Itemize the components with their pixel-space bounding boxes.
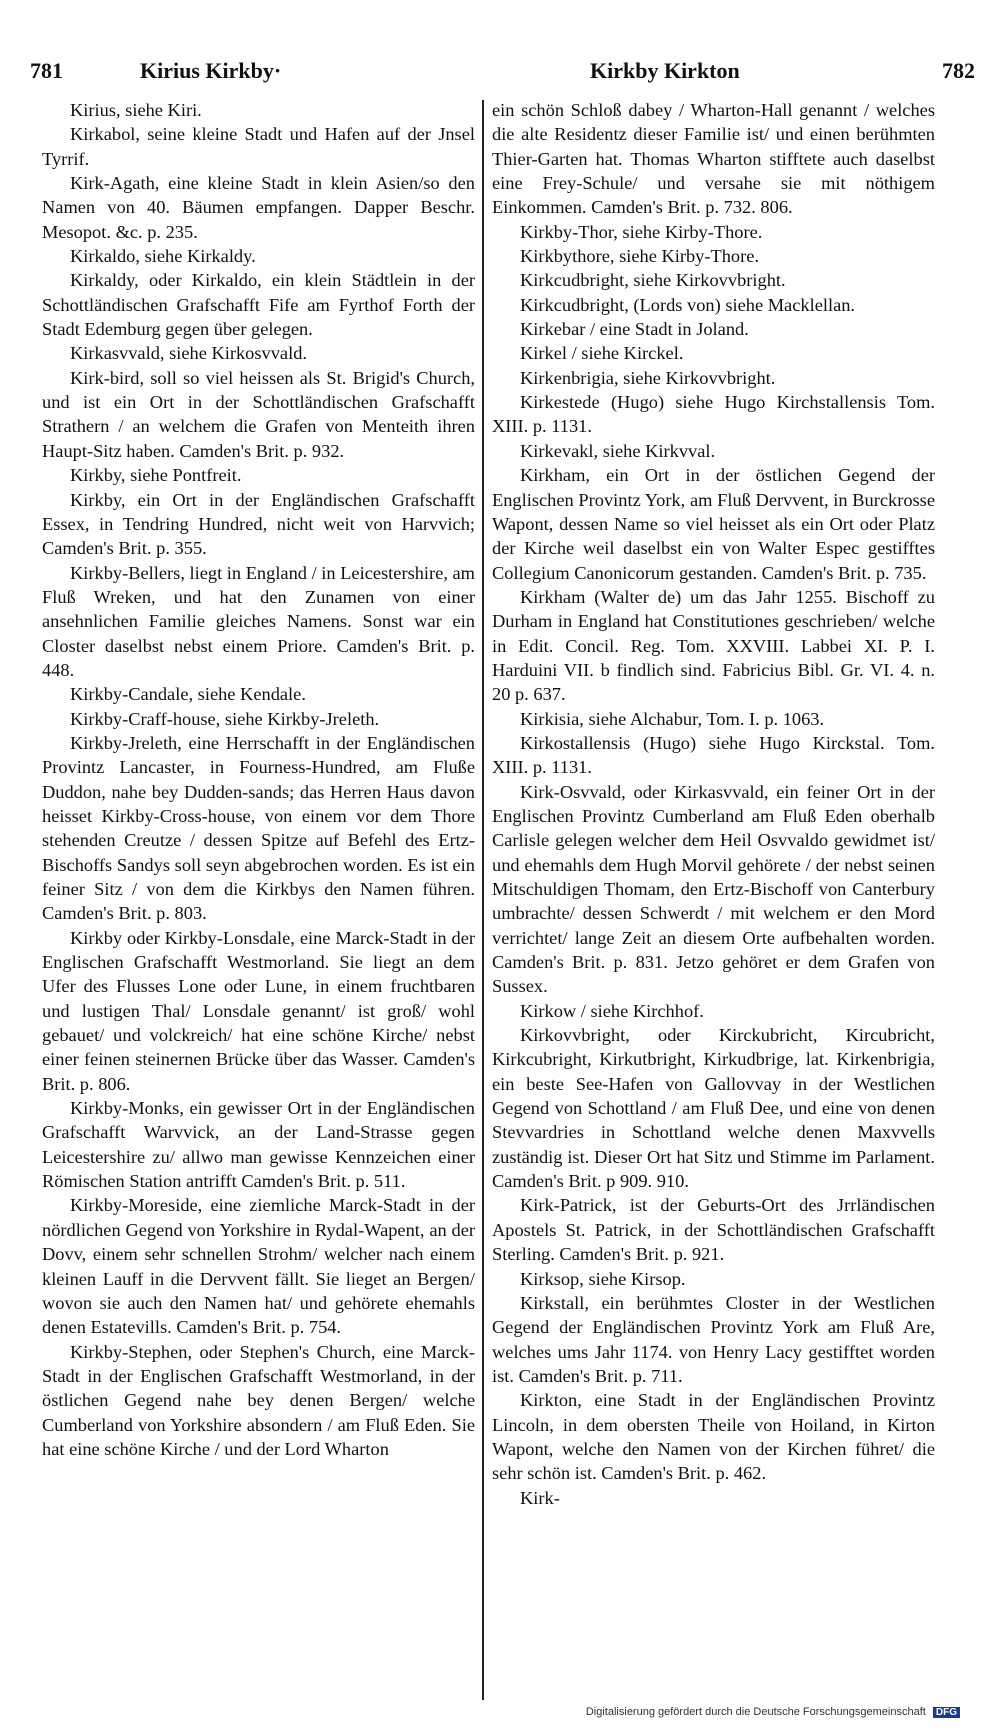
dictionary-entry: Kirk- <box>520 1487 560 1508</box>
dictionary-entry: Kirkby oder Kirkby-Lonsdale, eine Marck-Stadt in der Englischen Grafschafft Westmorland. Sie liegt an dem Ufer des Flusses Lone oder Lune, in einem fruchtbaren und lustigen Thal/ Lonsdale genannt/ ist groß/ wohl gebauet/ und volckreich/ hat eine schöne Kirche/ nebst einer feinen steinernen Brücke über das Wasser. Camden's Brit. p. 806. <box>42 927 475 1094</box>
dictionary-entry: Kirkby-Stephen, oder Stephen's Church, eine Marck-Stadt in der Englischen Grafschafft Westmorland, in der östlichen Gegend nahe bey denen Bergen/ welche Cumberland von Yorkshire absondern / am Fluß Eden. Sie hat eine schöne Kirche / und der Lord Wharton <box>42 1341 475 1459</box>
dictionary-entry: Kirk-Agath, eine kleine Stadt in klein Asien/so den Namen von 40. Bäumen empfangen. Dapper Beschr. Mesopot. &c. p. 235. <box>42 173 475 242</box>
column-divider <box>482 100 484 1700</box>
page-header <box>30 50 975 92</box>
dictionary-entry: Kirkby-Bellers, liegt in England / in Leicestershire, am Fluß Wreken, und hat den Zunamen von einer ansehnlichen Familie gleiches Namens. Sonst war ein Closter daselbst nebst einem Priore. Camden's Brit. p. 448. <box>42 562 475 680</box>
dictionary-entry: Kirkaldy, oder Kirkaldo, ein klein Städtlein in der Schottländischen Grafschafft Fife am Fyrthof Forth der Stadt Edemburg gegen über gelegen. <box>42 270 475 340</box>
dictionary-entry: Kirk-Osvvald, oder Kirkasvvald, ein feiner Ort in der Englischen Provintz Cumberland am Fluß Eden oberhalb Carlisle gelegen welcher dem Heil Osvvaldo gewidmet ist/ und ehemahls dem Hugh Morvil gehörete / der nebst seinen Mitschuldigen Thomam, den Ertz-Bischoff von Canterbury umbrachte/ dessen Schwerdt / mit welchem er den Mord verrichtet/ lange Zeit an diesem Orte aufbehalten worden. Camden's Brit. p. 831. Jetzo gehöret er dem Grafen von Sussex. <box>492 781 935 997</box>
dictionary-entry: Kirkel / siehe Kirckel. <box>520 343 684 364</box>
dictionary-entry: Kirkby-Jreleth, eine Herrschafft in der Engländischen Provintz Lancaster, in Fourness-Hundred, am Fluße Duddon, nahe bey Dudden-sands; das Herren Haus davon heisset Kirkby-Cross-house, von einem vor dem Thore stehenden Creutze / dessen Spitze auf Befehl des Ertz-Bischoffs Sandys soll seyn abgebrochen worden. Es ist ein feiner Sitz / von dem die Kirkbys den Namen führen. Camden's Brit. p. 803. <box>42 732 475 924</box>
dictionary-entry: Kirkby-Thor, siehe Kirby-Thore. <box>520 221 763 242</box>
footer-credit <box>586 1706 960 1718</box>
page-number-left: 781 <box>30 58 63 83</box>
dictionary-entry: Kirius, siehe Kiri. <box>70 100 202 120</box>
running-title-right: Kirkby Kirkton <box>590 58 740 83</box>
dictionary-entry: Kirkby, siehe Pontfreit. <box>70 465 242 486</box>
dictionary-entry: Kirkevakl, siehe Kirkvval. <box>520 440 716 461</box>
dictionary-entry: Kirkby, ein Ort in der Engländischen Grafschafft Essex, in Tendring Hundred, nicht weit von Harvvich; Camden's Brit. p. 355. <box>42 489 475 559</box>
dictionary-entry: Kirkcudbright, siehe Kirkovvbright. <box>520 270 786 291</box>
dictionary-entry: Kirkasvvald, siehe Kirkosvvald. <box>70 343 307 364</box>
page-number-right: 782 <box>942 58 975 83</box>
dictionary-entry: Kirkcudbright, (Lords von) siehe Macklellan. <box>520 294 856 315</box>
dictionary-entry: Kirkisia, siehe Alchabur, Tom. I. p. 1063. <box>520 708 825 729</box>
dfg-logo: DFG <box>933 1707 960 1718</box>
dictionary-entry: Kirkestede (Hugo) siehe Hugo Kirchstallensis Tom. XIII. p. 1131. <box>492 392 935 437</box>
dictionary-entry: Kirkstall, ein berühmtes Closter in der Westlichen Gegend der Engländischen Provintz York am Fluß Are, welches ums Jahr 1174. von Henry Lacy gestifftet worden ist. Camden's Brit. p. 711. <box>492 1292 935 1386</box>
dictionary-entry: Kirk-bird, soll so viel heissen als St. Brigid's Church, und ist ein Ort in der Schottländischen Grafschafft Strathern / an welchem die Grafen von Menteith ihren Haupt-Sitz haben. Camden's Brit. p. 932. <box>42 367 475 461</box>
running-title-left: Kirius Kirkby· <box>140 58 282 83</box>
dictionary-entry: Kirkovvbright, oder Kirckubricht, Kircubricht, Kirkcubright, Kirkutbright, Kirkudbrige, lat. Kirkenbrigia, ein beste See-Hafen von Gallovvay in der Westlichen Gegend von Schottland / am Fluß Dee, und eine von denen Stevvardries in Schottland welche denen Maxvvells zuständig ist. Dieser Ort hat Sitz und Stimme im Parlament. Camden's Brit. p 909. 910. <box>492 1025 935 1192</box>
dictionary-entry: Kirkham (Walter de) um das Jahr 1255. Bischoff zu Durham in England hat Constitutiones geschrieben/ welche in Edit. Concil. Reg. Tom. XXVIII. Labbei XI. P. I. Harduini VII. b findlich sind. Fabricius Bibl. Gr. VI. 4. n. 20 p. 637. <box>492 586 935 705</box>
dictionary-entry: Kirkostallensis (Hugo) siehe Hugo Kirckstal. Tom. XIII. p. 1131. <box>492 732 935 778</box>
dictionary-entry: ein schön Schloß dabey / Wharton-Hall genannt / welches die alte Residentz dieser Familie ist/ und einen berühmten Thier-Garten hat. Thomas Wharton stifftete auch daselbst eine Frey-Schule/ und versahe sie mit nöthigem Einkommen. Camden's Brit. p. 732. 806. <box>492 100 935 218</box>
dictionary-entry: Kirkenbrigia, siehe Kirkovvbright. <box>520 367 776 388</box>
dictionary-entry: Kirk-Patrick, ist der Geburts-Ort des Jrrländischen Apostels St. Patrick, in der Schottländischen Grafschafft Sterling. Camden's Brit. p. 921. <box>492 1195 935 1265</box>
dictionary-entry: Kirkby-Candale, siehe Kendale. <box>70 684 306 705</box>
dictionary-entry: Kirkbythore, siehe Kirby-Thore. <box>520 246 760 267</box>
dictionary-entry: Kirkby-Monks, ein gewisser Ort in der Engländischen Grafschafft Warvvick, an der Land-Strasse gegen Leicestershire zu/ allwo man gewisse Kennzeichen einer Römischen Station antrifft Camden's Brit. p. 511. <box>42 1098 475 1192</box>
dictionary-entry: Kirkham, ein Ort in der östlichen Gegend der Englischen Provintz York, am Fluß Dervvent, in Burckrosse Wapont, dessen Name so viel heisset als ein Ort oder Platz der Kirche weil daselbst ein von Walter Espec gestifftes Collegium Canonicorum gestanden. Camden's Brit. p. 735. <box>492 465 935 583</box>
dictionary-entry: Kirkebar / eine Stadt in Joland. <box>520 319 749 340</box>
dictionary-entry: Kirkby-Craff-house, siehe Kirkby-Jreleth. <box>70 708 380 729</box>
dictionary-entry: Kirksop, siehe Kirsop. <box>520 1268 686 1289</box>
footer-credit-text: Digitalisierung gefördert durch die Deutsche Forschungsgemeinschaft <box>585 1706 926 1718</box>
dictionary-entry: Kirkabol, seine kleine Stadt und Hafen auf der Jnsel Tyrrif. <box>42 124 475 169</box>
dictionary-entry: Kirkow / siehe Kirchhof. <box>520 1000 704 1021</box>
dictionary-entry: Kirkaldo, siehe Kirkaldy. <box>70 246 256 267</box>
left-column <box>42 98 475 1658</box>
dictionary-entry: Kirkton, eine Stadt in der Engländischen Provintz Lincoln, in dem obersten Theile von Hoiland, in Kirton Wapont, welche den Namen von der Kirchen führet/ die sehr schön ist. Camden's Brit. p. 462. <box>492 1390 935 1484</box>
right-column <box>492 98 935 1698</box>
dictionary-entry: Kirkby-Moreside, eine ziemliche Marck-Stadt in der nördlichen Gegend von Yorkshire in Rydal-Wapent, an der Dovv, einem sehr schnellen Strohm/ welcher nach einem kleinen Lauff in die Dervvent fällt. Sie lieget an Bergen/ wovon sie auch den Namen hat/ und gehörete ehemahls denen Estatevills. Camden's Brit. p. 754. <box>42 1195 475 1338</box>
